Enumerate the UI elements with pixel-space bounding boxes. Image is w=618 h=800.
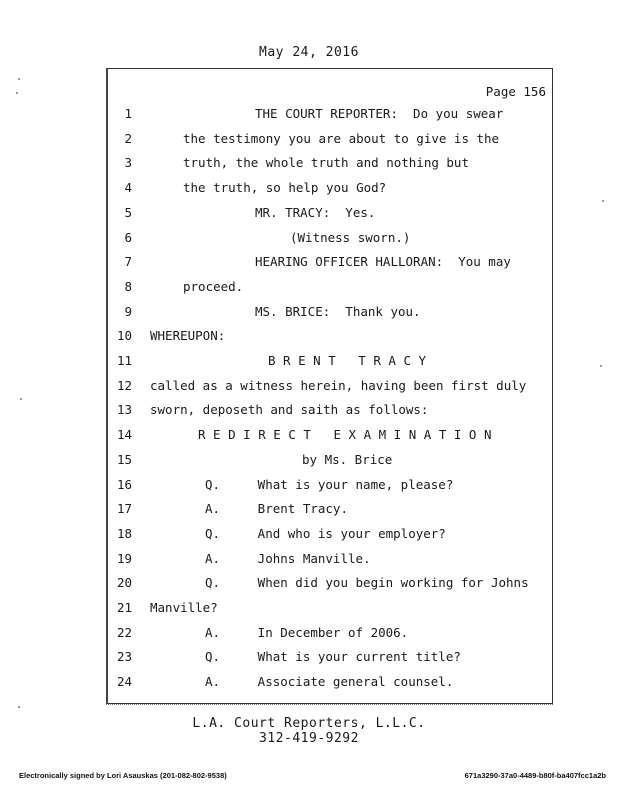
transcript-line <box>0 402 618 420</box>
line-text: MR. TRACY: Yes. <box>255 204 376 220</box>
line-number: 14 <box>116 427 132 443</box>
line-number: 4 <box>124 180 132 196</box>
transcript-line <box>0 378 618 396</box>
transcript-line <box>0 649 618 667</box>
transcript-line <box>0 180 618 198</box>
line-text: Q. What is your current title? <box>205 649 461 665</box>
transcript-line <box>0 205 618 223</box>
line-number: 12 <box>116 377 132 393</box>
transcript-line <box>0 600 618 618</box>
line-number: 17 <box>116 501 132 517</box>
line-text: Q. And who is your employer? <box>205 525 446 541</box>
transcript-line <box>0 230 618 248</box>
transcript-line <box>0 254 618 272</box>
line-number: 3 <box>124 155 132 171</box>
line-number: 18 <box>116 525 132 541</box>
transcript-line <box>0 674 618 692</box>
line-number: 8 <box>124 278 132 294</box>
line-text: A. Brent Tracy. <box>205 501 348 517</box>
line-text: by Ms. Brice <box>302 451 393 467</box>
line-text: Manville? <box>150 600 218 615</box>
transcript-line <box>0 353 618 371</box>
transcript-line <box>0 575 618 593</box>
line-text: called as a witness herein, having been first duly <box>150 377 527 393</box>
line-text: A. Associate general counsel. <box>205 674 454 690</box>
line-number: 2 <box>124 130 132 146</box>
line-text: R E D I R E C T E X A M I N A T I O N <box>198 427 492 443</box>
line-number: 13 <box>116 402 132 418</box>
transcript-line <box>0 279 618 297</box>
transcript-line <box>0 155 618 173</box>
line-text: Q. What is your name, please? <box>205 476 454 492</box>
transcript-line <box>0 131 618 149</box>
line-text: MS. BRICE: Thank you. <box>255 303 421 319</box>
frame-shadow <box>106 704 553 707</box>
line-text: the truth, so help you God? <box>183 180 387 196</box>
line-number: 21 <box>116 600 132 615</box>
line-text: A. In December of 2006. <box>205 624 409 640</box>
transcript-line <box>0 501 618 519</box>
line-number: 6 <box>124 229 132 245</box>
line-text: (Witness sworn.) <box>290 229 411 245</box>
line-text: sworn, deposeth and saith as follows: <box>150 402 429 418</box>
footer-company: L.A. Court Reporters, L.L.C. <box>192 716 426 731</box>
transcript-line <box>0 328 618 346</box>
transcript-date: May 24, 2016 <box>259 45 359 60</box>
line-number: 7 <box>124 254 132 270</box>
line-text: A. Johns Manville. <box>205 550 371 566</box>
transcript-line <box>0 526 618 544</box>
transcript-line <box>0 477 618 495</box>
line-text: proceed. <box>183 278 244 294</box>
line-number: 22 <box>116 624 132 640</box>
line-number: 19 <box>116 550 132 566</box>
line-text: THE COURT REPORTER: Do you swear <box>255 106 504 121</box>
transcript-line <box>0 625 618 643</box>
transcript-line <box>0 304 618 322</box>
line-text: WHEREUPON: <box>150 328 226 344</box>
line-number: 15 <box>116 451 132 467</box>
document-id: 671a3290-37a0-4489-b80f-ba407fcc1a2b <box>464 771 606 780</box>
transcript-line <box>0 106 618 124</box>
transcript-line <box>0 427 618 445</box>
line-number: 9 <box>124 303 132 319</box>
line-number: 20 <box>116 575 132 591</box>
line-number: 5 <box>124 204 132 220</box>
line-number: 11 <box>116 353 132 368</box>
transcript-line <box>0 551 618 569</box>
line-number: 24 <box>116 674 132 690</box>
scan-speck <box>20 398 22 400</box>
line-text: the testimony you are about to give is the <box>183 130 500 146</box>
line-text: Q. When did you begin working for Johns <box>205 575 529 591</box>
transcript-line <box>0 452 618 470</box>
line-text: HEARING OFFICER HALLORAN: You may <box>255 254 511 270</box>
line-text: truth, the whole truth and nothing but <box>183 155 469 171</box>
scan-speck <box>18 706 20 708</box>
scan-speck <box>600 365 602 367</box>
page-number: Page 156 <box>485 84 546 99</box>
line-number: 23 <box>116 649 132 665</box>
electronic-signature: Electronically signed by Lori Asauskas (201-082-802-9538) <box>19 771 227 780</box>
line-number: 10 <box>116 328 132 344</box>
scan-speck <box>602 200 604 202</box>
line-number: 16 <box>116 476 132 492</box>
scan-speck <box>18 78 20 80</box>
footer-phone: 312-419-9292 <box>259 731 359 746</box>
line-number: 1 <box>124 106 132 121</box>
scan-speck <box>16 92 18 94</box>
line-text: B R E N T T R A C Y <box>268 353 427 368</box>
